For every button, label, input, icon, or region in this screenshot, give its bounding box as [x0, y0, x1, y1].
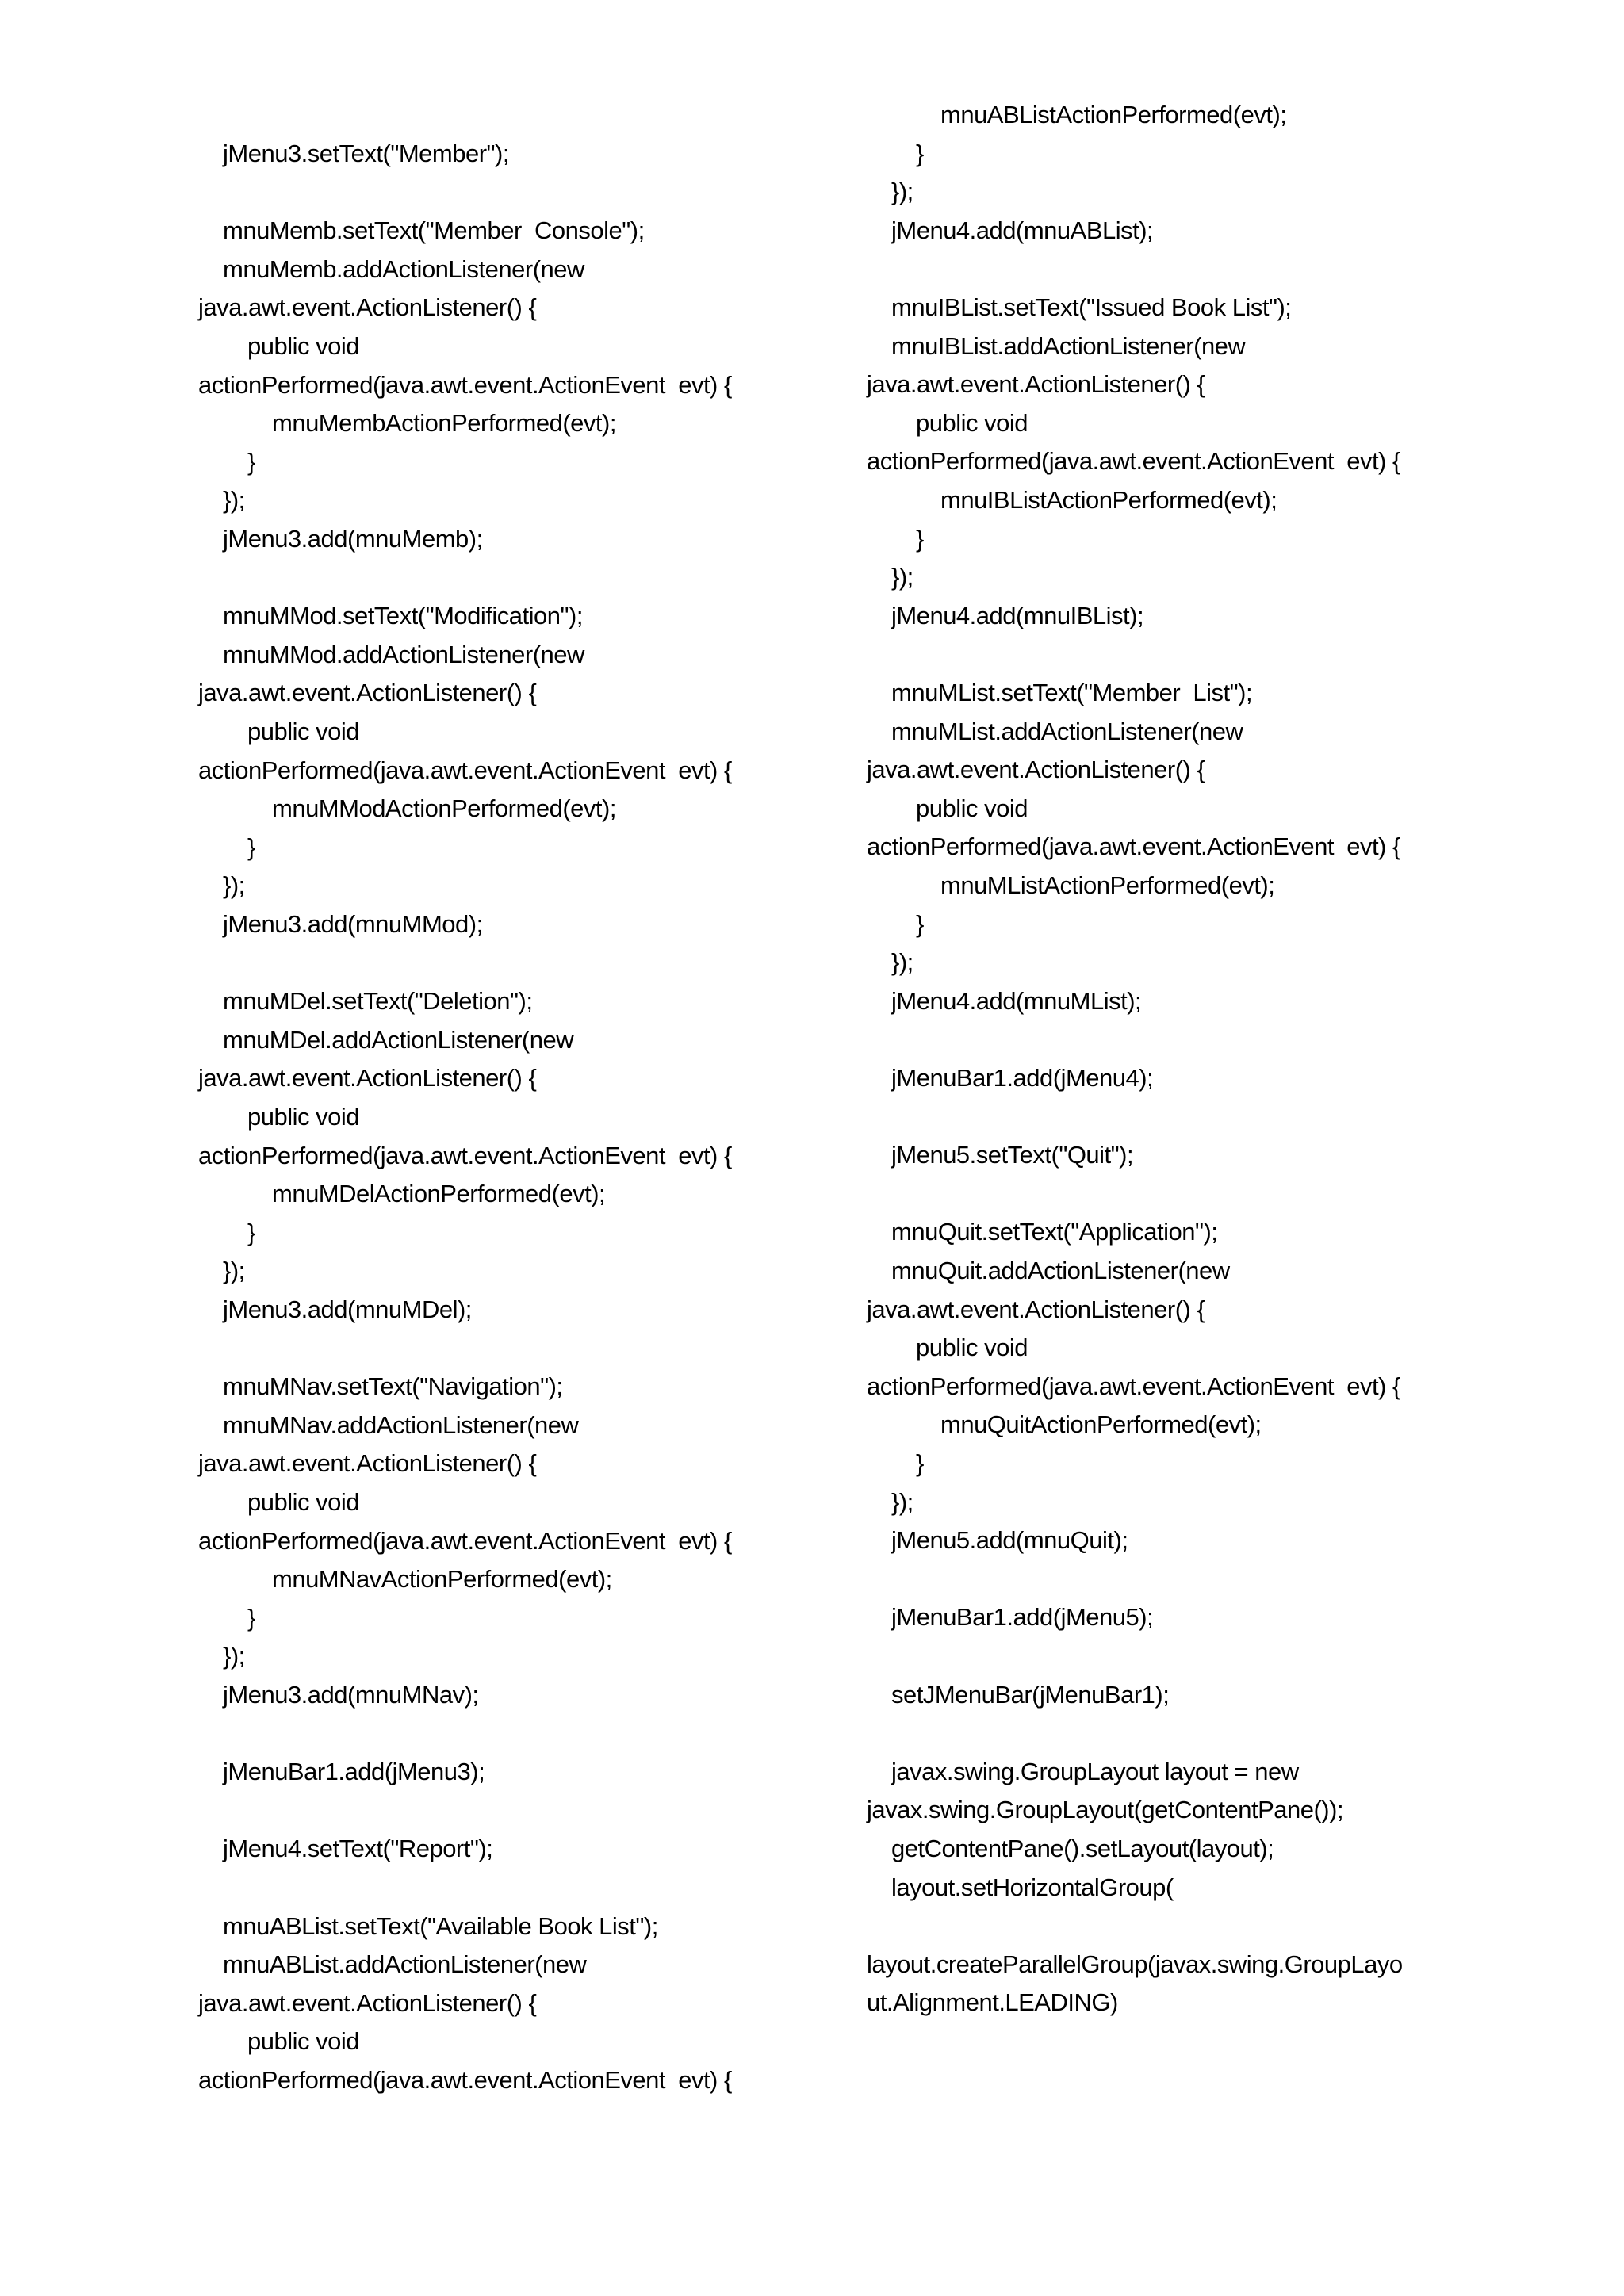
code-line: public void	[247, 1103, 359, 1131]
code-line: public void	[916, 794, 1028, 822]
code-line: actionPerformed(java.awt.event.ActionEvent evt) {	[867, 832, 1400, 861]
code-line: mnuMNav.addActionListener(new	[223, 1410, 579, 1439]
code-line: });	[223, 486, 245, 515]
code-line: }	[916, 909, 924, 938]
code-line: java.awt.event.ActionListener() {	[867, 756, 1205, 784]
code-line: jMenu3.add(mnuMemb);	[223, 525, 483, 553]
code-line: });	[223, 871, 245, 900]
code-line: mnuMemb.setText("Member Console");	[223, 216, 645, 245]
code-line: java.awt.event.ActionListener() {	[198, 1988, 537, 2017]
code-line: });	[891, 948, 914, 977]
code-line: mnuMDelActionPerformed(evt);	[272, 1180, 606, 1208]
code-line: mnuQuit.setText("Application");	[891, 1218, 1218, 1246]
code-line: java.awt.event.ActionListener() {	[198, 293, 537, 322]
code-line: ut.Alignment.LEADING)	[867, 1988, 1118, 2017]
code-line: actionPerformed(java.awt.event.ActionEvent evt) {	[198, 1526, 732, 1555]
code-line: setJMenuBar(jMenuBar1);	[891, 1680, 1170, 1709]
code-line: mnuMMod.addActionListener(new	[223, 640, 584, 668]
code-line: layout.setHorizontalGroup(	[891, 1873, 1174, 1901]
code-line: });	[223, 1642, 245, 1670]
code-line: jMenu3.add(mnuMMod);	[223, 910, 483, 938]
code-line: javax.swing.GroupLayout layout = new	[891, 1757, 1299, 1785]
code-line: mnuQuitActionPerformed(evt);	[940, 1410, 1262, 1439]
code-line: java.awt.event.ActionListener() {	[198, 1449, 537, 1478]
code-line: mnuIBListActionPerformed(evt);	[940, 486, 1277, 514]
code-line: }	[247, 447, 255, 476]
code-line: mnuMemb.addActionListener(new	[223, 254, 584, 283]
code-line: mnuMembActionPerformed(evt);	[272, 409, 616, 438]
code-line: mnuMNavActionPerformed(evt);	[272, 1565, 612, 1594]
code-line: java.awt.event.ActionListener() {	[198, 1064, 537, 1093]
code-line: public void	[247, 2027, 359, 2056]
code-line: actionPerformed(java.awt.event.ActionEvent evt) {	[867, 1372, 1400, 1400]
code-line: }	[916, 1449, 924, 1477]
code-line: public void	[916, 408, 1028, 437]
code-line: getContentPane().setLayout(layout);	[891, 1835, 1274, 1862]
code-line: });	[223, 1257, 245, 1285]
code-line: jMenuBar1.add(jMenu5);	[891, 1603, 1154, 1632]
code-line: });	[891, 178, 914, 206]
code-line: }	[247, 1218, 255, 1246]
code-line: java.awt.event.ActionListener() {	[198, 679, 537, 707]
code-line: jMenu3.setText("Member");	[223, 140, 509, 167]
code-line: }	[916, 524, 924, 553]
code-line: jMenuBar1.add(jMenu4);	[891, 1064, 1154, 1092]
code-line: mnuABList.setText("Available Book List");	[223, 1911, 658, 1940]
code-line: layout.createParallelGroup(javax.swing.GroupLayo	[867, 1950, 1403, 1978]
code-line: jMenu4.add(mnuMList);	[891, 986, 1142, 1015]
code-line: mnuMList.setText("Member List");	[891, 679, 1253, 706]
code-line: public void	[916, 1334, 1028, 1362]
code-line: javax.swing.GroupLayout(getContentPane());	[867, 1796, 1344, 1824]
code-line: jMenu4.add(mnuIBList);	[891, 601, 1144, 629]
code-line: mnuQuit.addActionListener(new	[891, 1257, 1230, 1284]
code-line: public void	[247, 1488, 359, 1516]
code-line: }	[247, 832, 255, 861]
code-line: });	[891, 1487, 914, 1516]
code-line: jMenu3.add(mnuMNav);	[223, 1681, 479, 1709]
code-line: mnuIBList.setText("Issued Book List");	[891, 293, 1292, 321]
code-line: actionPerformed(java.awt.event.ActionEvent evt) {	[198, 2066, 732, 2094]
code-line: jMenuBar1.add(jMenu3);	[223, 1758, 485, 1786]
code-line: actionPerformed(java.awt.event.ActionEvent evt) {	[198, 370, 732, 399]
code-line: jMenu3.add(mnuMDel);	[223, 1295, 472, 1323]
code-line: });	[891, 563, 914, 591]
code-line: actionPerformed(java.awt.event.ActionEvent evt) {	[198, 756, 732, 784]
code-line: jMenu5.add(mnuQuit);	[891, 1526, 1128, 1555]
code-line: java.awt.event.ActionListener() {	[867, 1295, 1205, 1323]
code-line: mnuABList.addActionListener(new	[223, 1950, 587, 1979]
code-line: }	[247, 1603, 255, 1632]
code-line: }	[916, 139, 924, 167]
code-line: mnuMListActionPerformed(evt);	[940, 871, 1275, 899]
code-line: public void	[247, 332, 359, 360]
code-line: public void	[247, 718, 359, 745]
code-line: jMenu4.setText("Report");	[223, 1835, 493, 1863]
code-line: mnuIBList.addActionListener(new	[891, 331, 1246, 360]
code-line: mnuMModActionPerformed(evt);	[272, 794, 616, 823]
code-line: mnuMMod.setText("Modification");	[223, 602, 583, 630]
code-line: mnuMDel.addActionListener(new	[223, 1025, 574, 1054]
code-line: actionPerformed(java.awt.event.ActionEvent evt) {	[198, 1141, 732, 1169]
code-line: mnuMList.addActionListener(new	[891, 717, 1243, 745]
code-line: mnuMDel.setText("Deletion");	[223, 987, 533, 1016]
code-line: mnuABListActionPerformed(evt);	[940, 101, 1287, 128]
code-line: jMenu5.setText("Quit");	[891, 1141, 1134, 1169]
code-line: mnuMNav.setText("Navigation");	[223, 1372, 563, 1401]
code-line: java.awt.event.ActionListener() {	[867, 370, 1205, 399]
code-line: jMenu4.add(mnuABList);	[891, 216, 1154, 244]
code-line: actionPerformed(java.awt.event.ActionEvent evt) {	[867, 447, 1400, 476]
